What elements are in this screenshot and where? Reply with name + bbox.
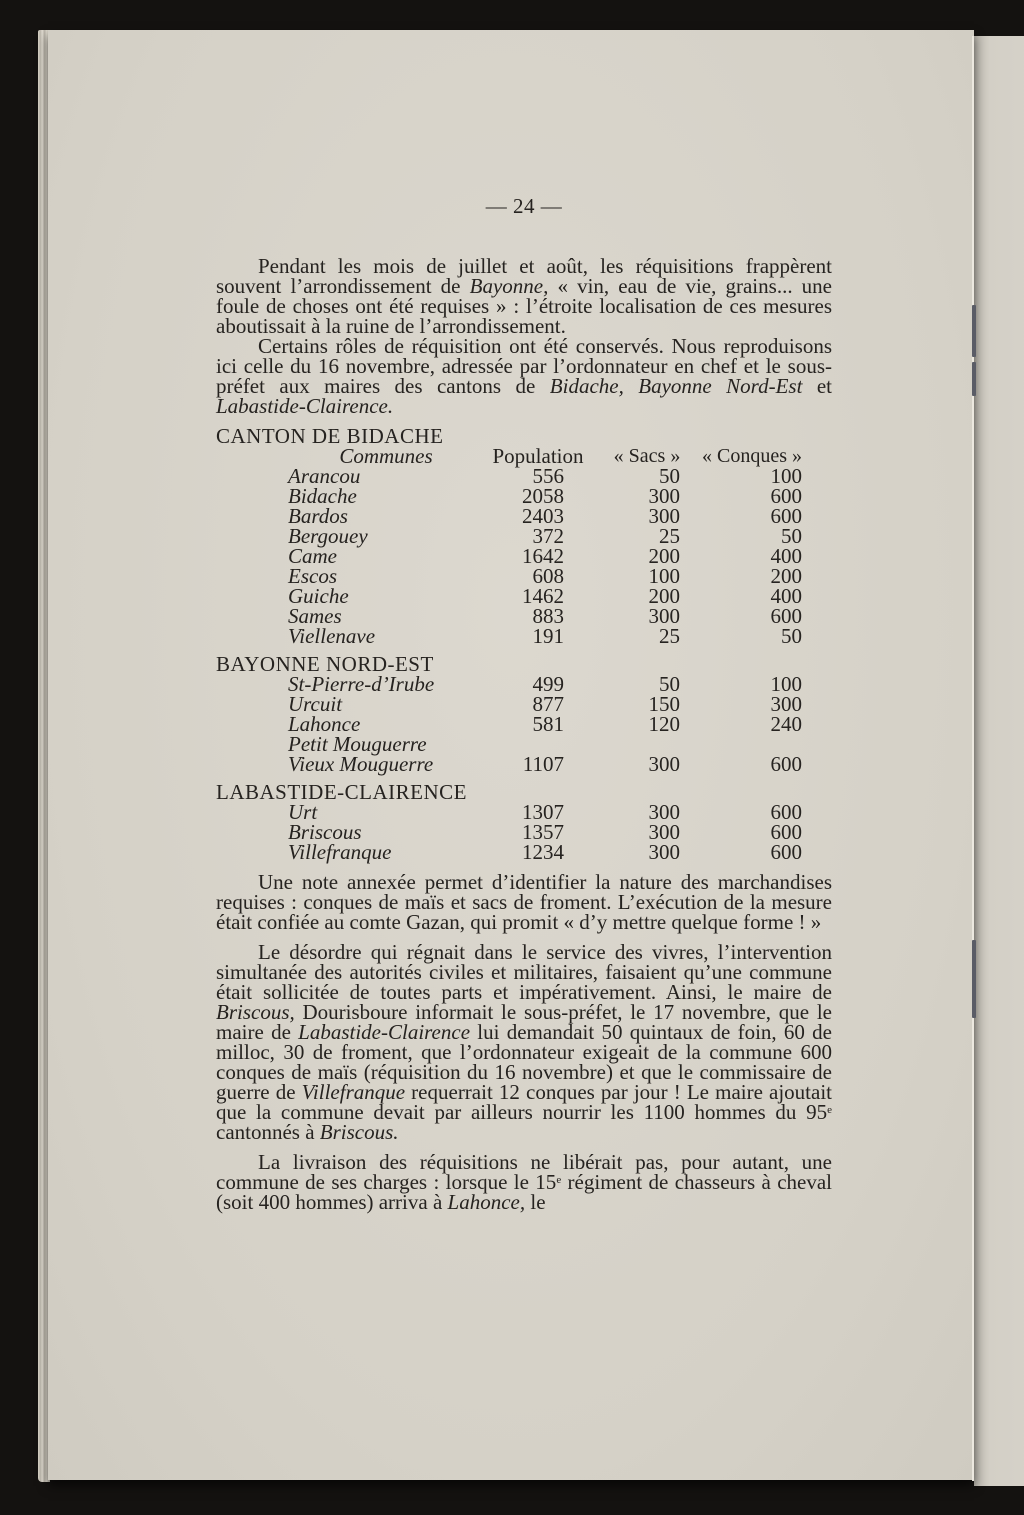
table-header-row: [288, 446, 802, 466]
conques-value: 400: [770, 544, 802, 568]
canton-table: [288, 446, 802, 646]
table-row: [288, 566, 802, 586]
population-value: 499: [532, 672, 564, 696]
commune-name: Urt: [288, 800, 318, 824]
paragraph-text: Dourisboure informait le sous-préfet, le 17 novembre, que le maire de: [216, 1000, 832, 1044]
paragraph-text: La livraison des réquisitions ne libérait pas, pour autant, une commune de ses charges : lorsque le 15: [216, 1150, 832, 1194]
table-row: [288, 546, 802, 566]
table-row: [288, 626, 802, 646]
commune-name: Urcuit: [288, 692, 343, 716]
population-value: 581: [532, 712, 564, 736]
table-row: [288, 842, 802, 862]
commune-name: Arancou: [288, 464, 361, 488]
commune-name: Vieux Mouguerre: [288, 752, 434, 776]
paragraph-text: cantonnés à: [216, 1120, 320, 1144]
commune-name: Guiche: [288, 584, 349, 608]
conques-value: 300: [770, 692, 802, 716]
page-number: — 24 —: [485, 194, 563, 218]
table-row: [288, 734, 802, 754]
conques-value: 600: [770, 800, 802, 824]
paragraph-text: « vin, eau de vie, grains... une foule de choses ont été requises » : l’étroite localisation de ces mesures aboutissait à la ruine de l’arrondissement.: [216, 274, 833, 338]
table-row: [288, 486, 802, 506]
conques-value: 600: [770, 604, 802, 628]
paragraph-text: le: [525, 1190, 546, 1214]
sacs-value: 300: [648, 752, 680, 776]
population-value: 1107: [522, 752, 564, 776]
paragraph: [216, 942, 832, 1142]
commune-name: Lahonce: [288, 712, 361, 736]
conques-value: 600: [770, 820, 802, 844]
conques-value: 240: [770, 712, 802, 736]
paragraph-text: lui demandait 50 quintaux de foin, 60 de milloc, 30 de froment, que l’ordonnateur exigeait de la commune 600 conques de maïs (réquisition du 16 novembre) et que le commissaire de guerre de: [216, 1020, 832, 1104]
population-value: 877: [532, 692, 564, 716]
population-value: 608: [532, 564, 564, 588]
sacs-value: 100: [648, 564, 680, 588]
staple-icon: [972, 305, 976, 357]
sacs-value: 200: [648, 584, 680, 608]
table-row: [288, 606, 802, 626]
commune-name: Briscous: [288, 820, 362, 844]
canton-title: CANTON DE BIDACHE: [216, 424, 444, 448]
sacs-value: 300: [648, 840, 680, 864]
commune-name: Viellenave: [288, 624, 376, 648]
table-row: [288, 506, 802, 526]
population-value: 1307: [522, 800, 564, 824]
population-value: 2058: [522, 484, 564, 508]
italic-text: Briscous.: [319, 1120, 399, 1144]
requisition-table: [216, 426, 832, 862]
population-value: 883: [532, 604, 564, 628]
sacs-value: 300: [648, 504, 680, 528]
sacs-value: 300: [648, 604, 680, 628]
superscript-text: e: [827, 1104, 832, 1116]
commune-name: Bidache: [288, 484, 357, 508]
population-value: 556: [532, 464, 564, 488]
sacs-value: 120: [648, 712, 680, 736]
superscript-text: e: [556, 1174, 562, 1186]
staple-icon: [972, 980, 976, 1018]
canton-table: [288, 802, 802, 862]
table-row: [288, 586, 802, 606]
italic-text: Bidache, Bayonne Nord-Est: [549, 374, 803, 398]
paragraph: [216, 256, 832, 336]
gutter-fold: [972, 36, 974, 1481]
commune-name: Villefranque: [288, 840, 392, 864]
conques-value: 50: [781, 524, 802, 548]
conques-value: 200: [770, 564, 802, 588]
paragraph-text: Une note annexée permet d’identifier la nature des marchandises requises : conques de maïs et sacs de froment. L’exécution de la mesure était confiée au comte Gazan, qui promit « d’y mettre quelque forme ! »: [216, 870, 832, 934]
italic-text: Villefranque: [301, 1080, 406, 1104]
paragraph-text: Pendant les mois de juillet et août, les réquisitions frappèrent souvent l’arrondissement de: [216, 254, 832, 298]
conques-value: 50: [781, 624, 802, 648]
table-row: [288, 674, 802, 694]
commune-name: Bardos: [288, 504, 348, 528]
population-value: 1357: [522, 820, 564, 844]
population-value: 191: [532, 624, 564, 648]
commune-name: Petit Mouguerre: [288, 732, 427, 756]
column-header-sacs: « Sacs »: [613, 445, 681, 467]
page-content: [216, 196, 832, 1212]
canton-title: LABASTIDE-CLAIRENCE: [216, 780, 467, 804]
sacs-value: 25: [659, 624, 680, 648]
population-value: [484, 734, 592, 754]
table-row: [288, 822, 802, 842]
column-header-commune: Communes: [339, 444, 433, 468]
facing-page: [974, 36, 1024, 1486]
table-row: [288, 802, 802, 822]
paragraph-text: et: [802, 374, 832, 398]
paragraph: [216, 336, 832, 416]
table-row: [288, 754, 802, 774]
table-row: [288, 466, 802, 486]
commune-name: St-Pierre-d’Irube: [288, 672, 435, 696]
italic-text: Labastide-Clairence: [298, 1020, 471, 1044]
paragraph-text: Certains rôles de réquisition ont été conservés. Nous reproduisons ici celle du 16 novembre, adressée par l’ordonnateur en chef et le sous-préfet aux maires des cantons de: [216, 334, 832, 398]
body-paragraphs: [216, 872, 832, 1212]
paragraph-text: requerrait 12 conques par jour ! Le maire ajoutait que la commune devait par ailleurs nourrir les 1100 hommes du 95: [216, 1080, 832, 1124]
conques-value: [702, 734, 802, 754]
population-value: 1462: [522, 584, 564, 608]
commune-name: Came: [288, 544, 337, 568]
italic-text: Briscous,: [216, 1000, 295, 1024]
staple-icon: [972, 362, 976, 396]
sacs-value: 300: [648, 820, 680, 844]
population-value: 1234: [522, 840, 564, 864]
conques-value: 400: [770, 584, 802, 608]
sacs-value: 50: [659, 464, 680, 488]
italic-text: Bayonne,: [469, 274, 549, 298]
sacs-value: 300: [648, 484, 680, 508]
commune-name: Bergouey: [288, 524, 368, 548]
italic-text: Lahonce,: [447, 1190, 526, 1214]
commune-name: Escos: [288, 564, 337, 588]
sacs-value: 50: [659, 672, 680, 696]
population-value: 1642: [522, 544, 564, 568]
conques-value: 600: [770, 504, 802, 528]
sacs-value: 200: [648, 544, 680, 568]
conques-value: 600: [770, 752, 802, 776]
conques-value: 100: [770, 672, 802, 696]
conques-value: 600: [770, 484, 802, 508]
paragraph-text: régiment de chasseurs à cheval (soit 400 hommes) arriva à: [216, 1170, 832, 1214]
paragraph: [216, 872, 832, 932]
sacs-value: 300: [648, 800, 680, 824]
table-row: [288, 526, 802, 546]
table-row: [288, 694, 802, 714]
conques-value: 600: [770, 840, 802, 864]
italic-text: Labastide-Clairence.: [216, 394, 394, 418]
population-value: 372: [532, 524, 564, 548]
sacs-value: 25: [659, 524, 680, 548]
conques-value: 100: [770, 464, 802, 488]
canton-table: [288, 674, 802, 774]
sacs-value: [592, 734, 702, 754]
column-header-conques: « Conques »: [702, 445, 802, 467]
paragraph: [216, 1152, 832, 1212]
intro-paragraphs: [216, 256, 832, 416]
table-row: [288, 714, 802, 734]
population-value: 2403: [522, 504, 564, 528]
paragraph-text: Le désordre qui régnait dans le service des vivres, l’intervention simultanée des autorités civiles et militaires, faisaient qu’une commune était sollicitée de toutes parts et impérativement. Ainsi, le maire de: [216, 940, 832, 1004]
sacs-value: 150: [648, 692, 680, 716]
commune-name: Sames: [288, 604, 342, 628]
canton-title: BAYONNE NORD-EST: [216, 652, 434, 676]
column-header-population: Population: [492, 444, 584, 468]
